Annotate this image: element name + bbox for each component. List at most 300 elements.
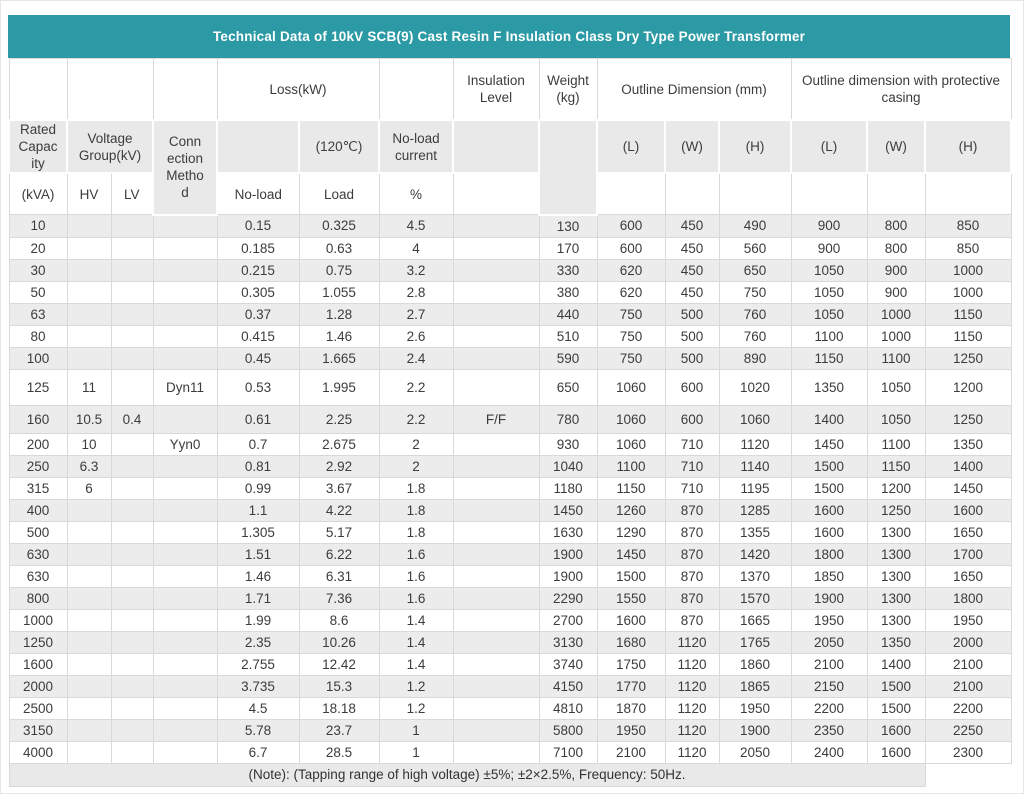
cell-casing_w: 1300 [867,587,925,609]
cell-casing_h: 1700 [925,543,1011,565]
cell-weight_kg: 780 [539,405,597,433]
cell-casing_h: 1650 [925,521,1011,543]
cell-outline_h: 1570 [719,587,791,609]
cell-rated_capacity_kva: 10 [9,215,67,238]
cell-insulation_level [453,521,539,543]
cell-weight_kg: 1450 [539,499,597,521]
header-noload-current: No-load current [379,120,453,173]
cell-loss_load: 28.5 [299,741,379,763]
cell-hv: 6 [67,477,111,499]
cell-weight_kg: 170 [539,237,597,259]
cell-loss_no_load: 0.185 [217,237,299,259]
table-row [9,455,1011,477]
cell-insulation_level [453,587,539,609]
cell-outline_l: 1290 [597,521,665,543]
header-blank [665,173,719,215]
cell-casing_h: 2200 [925,697,1011,719]
cell-rated_capacity_kva: 1000 [9,609,67,631]
header-blank [453,173,539,215]
cell-casing_w: 1400 [867,653,925,675]
cell-outline_l: 750 [597,325,665,347]
cell-lv [111,565,153,587]
cell-casing_h: 2250 [925,719,1011,741]
cell-hv [67,237,111,259]
cell-no_load_current_pct: 2.2 [379,405,453,433]
cell-casing_l: 1050 [791,259,867,281]
cell-no_load_current_pct: 1.8 [379,521,453,543]
cell-no_load_current_pct: 1.4 [379,631,453,653]
cell-casing_w: 1300 [867,609,925,631]
cell-loss_no_load: 0.7 [217,433,299,455]
cell-insulation_level [453,215,539,238]
cell-outline_w: 1120 [665,631,719,653]
cell-outline_w: 870 [665,521,719,543]
cell-outline_h: 1020 [719,369,791,405]
cell-connection_method [153,741,217,763]
cell-no_load_current_pct: 2.7 [379,303,453,325]
cell-outline_w: 710 [665,477,719,499]
cell-loss_no_load: 1.305 [217,521,299,543]
cell-lv [111,259,153,281]
cell-outline_h: 490 [719,215,791,238]
cell-hv: 10.5 [67,405,111,433]
note-row [9,763,1011,786]
cell-loss_no_load: 1.46 [217,565,299,587]
cell-weight_kg: 1180 [539,477,597,499]
cell-outline_h: 890 [719,347,791,369]
cell-rated_capacity_kva: 500 [9,521,67,543]
cell-connection_method: Yyn0 [153,433,217,455]
cell-outline_w: 600 [665,405,719,433]
cell-weight_kg: 3740 [539,653,597,675]
header-percent: % [379,173,453,215]
cell-outline_l: 1150 [597,477,665,499]
cell-outline_w: 1120 [665,697,719,719]
cell-outline_l: 1550 [597,587,665,609]
cell-connection_method [153,281,217,303]
cell-loss_no_load: 6.7 [217,741,299,763]
cell-hv: 11 [67,369,111,405]
cell-casing_l: 1500 [791,477,867,499]
cell-outline_w: 450 [665,259,719,281]
header-dim-w: (W) [665,120,719,173]
cell-outline_w: 870 [665,543,719,565]
header-blank [597,173,665,215]
cell-outline_w: 500 [665,325,719,347]
cell-loss_load: 4.22 [299,499,379,521]
cell-casing_l: 2100 [791,653,867,675]
cell-no_load_current_pct: 1.2 [379,675,453,697]
cell-casing_l: 1600 [791,499,867,521]
cell-outline_w: 1120 [665,653,719,675]
cell-casing_h: 1400 [925,455,1011,477]
cell-rated_capacity_kva: 800 [9,587,67,609]
cell-outline_h: 650 [719,259,791,281]
cell-casing_l: 1900 [791,587,867,609]
cell-casing_h: 1350 [925,433,1011,455]
header-kva: (kVA) [9,173,67,215]
cell-casing_w: 1300 [867,521,925,543]
cell-insulation_level [453,653,539,675]
cell-rated_capacity_kva: 160 [9,405,67,433]
cell-casing_l: 1050 [791,303,867,325]
cell-lv [111,719,153,741]
header-weight: Weight (kg) [539,59,597,121]
cell-loss_load: 8.6 [299,609,379,631]
header-blank [791,173,867,215]
cell-insulation_level [453,719,539,741]
cell-loss_load: 10.26 [299,631,379,653]
cell-rated_capacity_kva: 2000 [9,675,67,697]
cell-hv [67,303,111,325]
cell-casing_l: 1450 [791,433,867,455]
cell-outline_h: 1195 [719,477,791,499]
cell-outline_h: 1355 [719,521,791,543]
cell-loss_no_load: 0.37 [217,303,299,325]
cell-hv: 6.3 [67,455,111,477]
cell-casing_w: 1250 [867,499,925,521]
cell-outline_w: 870 [665,499,719,521]
cell-insulation_level [453,325,539,347]
cell-casing_l: 2150 [791,675,867,697]
cell-outline_l: 1450 [597,543,665,565]
cell-outline_l: 620 [597,259,665,281]
cell-lv [111,325,153,347]
cell-casing_h: 2100 [925,675,1011,697]
cell-connection_method [153,631,217,653]
cell-weight_kg: 130 [539,215,597,238]
cell-casing_h: 1600 [925,499,1011,521]
cell-casing_h: 1650 [925,565,1011,587]
cell-loss_load: 2.675 [299,433,379,455]
table-row [9,741,1011,763]
cell-loss_load: 12.42 [299,653,379,675]
cell-hv [67,609,111,631]
cell-outline_h: 1120 [719,433,791,455]
cell-outline_h: 2050 [719,741,791,763]
cell-connection_method [153,653,217,675]
cell-lv [111,631,153,653]
cell-lv [111,347,153,369]
table-row [9,521,1011,543]
cell-loss_load: 3.67 [299,477,379,499]
cell-insulation_level [453,455,539,477]
cell-connection_method [153,499,217,521]
cell-loss_load: 0.63 [299,237,379,259]
cell-outline_l: 1680 [597,631,665,653]
header-blank [153,59,217,121]
header-connection-method: Connection Method [153,120,217,215]
cell-outline_w: 710 [665,455,719,477]
cell-insulation_level [453,281,539,303]
cell-connection_method: Dyn11 [153,369,217,405]
cell-connection_method [153,521,217,543]
table-row [9,477,1011,499]
cell-connection_method [153,587,217,609]
table-row [9,609,1011,631]
cell-rated_capacity_kva: 400 [9,499,67,521]
cell-outline_l: 1750 [597,653,665,675]
header-lv: LV [111,173,153,215]
cell-loss_load: 1.055 [299,281,379,303]
cell-casing_w: 1100 [867,347,925,369]
cell-insulation_level [453,697,539,719]
cell-loss_no_load: 5.78 [217,719,299,741]
cell-outline_h: 1950 [719,697,791,719]
cell-rated_capacity_kva: 50 [9,281,67,303]
cell-loss_load: 1.28 [299,303,379,325]
cell-outline_w: 450 [665,215,719,238]
cell-casing_w: 800 [867,237,925,259]
cell-outline_h: 1060 [719,405,791,433]
cell-connection_method [153,477,217,499]
cell-casing_w: 900 [867,281,925,303]
cell-connection_method [153,697,217,719]
cell-casing_w: 1000 [867,325,925,347]
cell-loss_no_load: 0.53 [217,369,299,405]
cell-casing_l: 2200 [791,697,867,719]
cell-casing_h: 1000 [925,259,1011,281]
table-row [9,719,1011,741]
cell-casing_l: 900 [791,215,867,238]
cell-weight_kg: 330 [539,259,597,281]
table-row [9,347,1011,369]
cell-no_load_current_pct: 4 [379,237,453,259]
cell-lv [111,237,153,259]
cell-insulation_level [453,631,539,653]
cell-casing_w: 900 [867,259,925,281]
table-row [9,697,1011,719]
cell-connection_method [153,609,217,631]
cell-insulation_level [453,347,539,369]
cell-rated_capacity_kva: 20 [9,237,67,259]
cell-casing_h: 850 [925,215,1011,238]
header-casing-l: (L) [791,120,867,173]
cell-hv [67,259,111,281]
cell-outline_w: 1120 [665,741,719,763]
cell-no_load_current_pct: 2 [379,433,453,455]
cell-insulation_level: F/F [453,405,539,433]
cell-casing_h: 1450 [925,477,1011,499]
cell-casing_l: 1400 [791,405,867,433]
cell-insulation_level [453,369,539,405]
cell-no_load_current_pct: 1.4 [379,609,453,631]
cell-connection_method [153,237,217,259]
cell-connection_method [153,543,217,565]
header-blank [925,173,1011,215]
cell-loss_no_load: 4.5 [217,697,299,719]
cell-lv [111,281,153,303]
table-row [9,543,1011,565]
note-blank [925,763,1011,786]
header-blank [867,173,925,215]
cell-casing_w: 1150 [867,455,925,477]
cell-loss_load: 0.325 [299,215,379,238]
cell-casing_h: 850 [925,237,1011,259]
cell-outline_h: 1285 [719,499,791,521]
header-blank [719,173,791,215]
cell-casing_l: 1500 [791,455,867,477]
cell-outline_h: 1420 [719,543,791,565]
header-row-sub [9,120,1011,173]
header-blank [379,59,453,121]
cell-no_load_current_pct: 2.6 [379,325,453,347]
table-row [9,653,1011,675]
cell-rated_capacity_kva: 1250 [9,631,67,653]
cell-insulation_level [453,543,539,565]
cell-outline_l: 1500 [597,565,665,587]
cell-lv [111,587,153,609]
cell-weight_kg: 1630 [539,521,597,543]
header-casing-w: (W) [867,120,925,173]
cell-outline_w: 870 [665,609,719,631]
cell-no_load_current_pct: 1.2 [379,697,453,719]
cell-rated_capacity_kva: 3150 [9,719,67,741]
cell-outline_w: 450 [665,237,719,259]
cell-insulation_level [453,675,539,697]
cell-loss_no_load: 2.35 [217,631,299,653]
table-row [9,325,1011,347]
cell-connection_method [153,455,217,477]
table-row [9,405,1011,433]
cell-casing_l: 1100 [791,325,867,347]
cell-no_load_current_pct: 2.4 [379,347,453,369]
cell-outline_l: 1260 [597,499,665,521]
table-body [9,215,1011,764]
cell-rated_capacity_kva: 630 [9,543,67,565]
cell-lv [111,521,153,543]
cell-casing_w: 1100 [867,433,925,455]
cell-casing_h: 1200 [925,369,1011,405]
cell-outline_l: 1100 [597,455,665,477]
spec-table [8,58,1012,787]
cell-insulation_level [453,259,539,281]
cell-casing_h: 2000 [925,631,1011,653]
cell-outline_w: 870 [665,565,719,587]
cell-outline_w: 870 [665,587,719,609]
cell-hv [67,631,111,653]
table-title: Technical Data of 10kV SCB(9) Cast Resin F Insulation Class Dry Type Power Transformer [212,29,806,44]
cell-loss_load: 23.7 [299,719,379,741]
cell-hv [67,741,111,763]
cell-casing_h: 1150 [925,325,1011,347]
cell-weight_kg: 590 [539,347,597,369]
cell-connection_method [153,719,217,741]
cell-no_load_current_pct: 1 [379,719,453,741]
cell-loss_load: 5.17 [299,521,379,543]
cell-connection_method [153,347,217,369]
cell-weight_kg: 5800 [539,719,597,741]
cell-rated_capacity_kva: 100 [9,347,67,369]
cell-rated_capacity_kva: 80 [9,325,67,347]
cell-outline_w: 500 [665,303,719,325]
header-dim-l: (L) [597,120,665,173]
cell-no_load_current_pct: 1.6 [379,565,453,587]
cell-casing_w: 1600 [867,719,925,741]
cell-loss_load: 1.665 [299,347,379,369]
cell-casing_h: 2300 [925,741,1011,763]
cell-weight_kg: 2700 [539,609,597,631]
cell-lv [111,433,153,455]
cell-casing_l: 1600 [791,521,867,543]
cell-rated_capacity_kva: 200 [9,433,67,455]
cell-loss_load: 2.25 [299,405,379,433]
cell-outline_h: 760 [719,303,791,325]
cell-rated_capacity_kva: 30 [9,259,67,281]
cell-loss_load: 6.22 [299,543,379,565]
cell-outline_l: 600 [597,215,665,238]
cell-casing_h: 1950 [925,609,1011,631]
cell-outline_l: 1770 [597,675,665,697]
cell-loss_no_load: 0.15 [217,215,299,238]
header-blank [539,120,597,215]
cell-casing_w: 1500 [867,697,925,719]
table-row [9,499,1011,521]
cell-connection_method [153,325,217,347]
cell-no_load_current_pct: 2 [379,455,453,477]
cell-no_load_current_pct: 1.8 [379,499,453,521]
cell-insulation_level [453,433,539,455]
cell-loss_no_load: 0.305 [217,281,299,303]
cell-loss_no_load: 1.99 [217,609,299,631]
table-row [9,281,1011,303]
cell-loss_no_load: 1.71 [217,587,299,609]
cell-loss_no_load: 0.99 [217,477,299,499]
cell-casing_l: 2050 [791,631,867,653]
cell-weight_kg: 4810 [539,697,597,719]
table-row [9,303,1011,325]
cell-hv [67,587,111,609]
cell-outline_l: 1870 [597,697,665,719]
cell-casing_l: 2400 [791,741,867,763]
cell-hv [67,675,111,697]
cell-casing_w: 800 [867,215,925,238]
cell-no_load_current_pct: 1.8 [379,477,453,499]
cell-lv [111,477,153,499]
cell-loss_no_load: 1.1 [217,499,299,521]
table-row [9,237,1011,259]
header-load: Load [299,173,379,215]
cell-weight_kg: 930 [539,433,597,455]
cell-rated_capacity_kva: 2500 [9,697,67,719]
cell-insulation_level [453,303,539,325]
cell-insulation_level [453,565,539,587]
cell-hv [67,281,111,303]
header-dim-h: (H) [719,120,791,173]
cell-loss_load: 6.31 [299,565,379,587]
cell-outline_w: 710 [665,433,719,455]
header-loss: Loss(kW) [217,59,379,121]
cell-casing_w: 1500 [867,675,925,697]
cell-loss_load: 15.3 [299,675,379,697]
cell-hv: 10 [67,433,111,455]
cell-lv [111,741,153,763]
cell-outline_w: 600 [665,369,719,405]
cell-lv [111,369,153,405]
cell-insulation_level [453,237,539,259]
cell-outline_h: 1865 [719,675,791,697]
cell-outline_l: 620 [597,281,665,303]
cell-outline_l: 1600 [597,609,665,631]
cell-loss_no_load: 1.51 [217,543,299,565]
cell-loss_no_load: 2.755 [217,653,299,675]
cell-hv [67,521,111,543]
cell-casing_w: 1300 [867,565,925,587]
cell-casing_l: 1850 [791,565,867,587]
header-insulation-level: Insulation Level [453,59,539,121]
cell-insulation_level [453,609,539,631]
cell-hv [67,499,111,521]
